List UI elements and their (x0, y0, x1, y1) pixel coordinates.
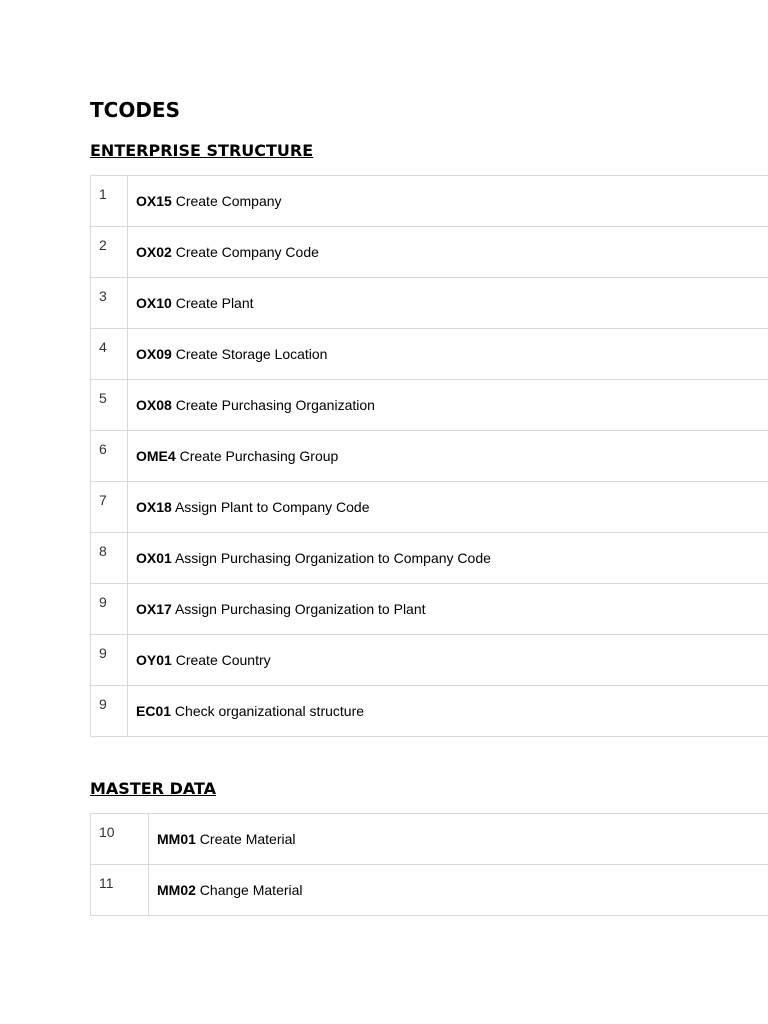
tcode: OX10 (136, 295, 172, 311)
row-number: 8 (91, 533, 128, 584)
table-row (91, 814, 768, 865)
tcode-description: Create Purchasing Group (179, 448, 339, 464)
tcode-description: Create Storage Location (175, 346, 328, 362)
table-row (91, 635, 768, 686)
row-number: 2 (91, 227, 128, 278)
row-number: 4 (91, 329, 128, 380)
tcode: OX01 (136, 550, 172, 566)
tcode-description: Check organizational structure (174, 703, 365, 719)
tcode: OY01 (136, 652, 172, 668)
table-row (91, 380, 768, 431)
row-description (128, 431, 768, 482)
row-description (128, 635, 768, 686)
tcode: MM02 (157, 882, 196, 898)
tcode: OX08 (136, 397, 172, 413)
tcode: OX15 (136, 193, 172, 209)
section-heading-enterprise-structure: ENTERPRISE STRUCTURE (90, 141, 314, 160)
row-number: 1 (91, 176, 128, 227)
tcode: OX02 (136, 244, 172, 260)
row-description (128, 329, 768, 380)
row-number: 6 (91, 431, 128, 482)
table-row (91, 533, 768, 584)
section-heading-master-data: MASTER DATA (90, 779, 217, 798)
tcode-description: Assign Purchasing Organization to Plant (174, 601, 426, 617)
row-description (128, 686, 768, 737)
row-description (128, 176, 768, 227)
tcode: EC01 (136, 703, 172, 719)
tcode-description: Create Company (175, 193, 282, 209)
table-row (91, 686, 768, 737)
tcode: OX17 (136, 601, 172, 617)
tcode: MM01 (157, 831, 196, 847)
row-description (128, 278, 768, 329)
row-description (128, 227, 768, 278)
tcode: OX18 (136, 499, 172, 515)
tcode-description: Create Company Code (175, 244, 319, 260)
table-row (91, 482, 768, 533)
table-row (91, 431, 768, 482)
tcode-description: Assign Plant to Company Code (174, 499, 370, 515)
tcode-description: Create Country (175, 652, 271, 668)
row-description (128, 533, 768, 584)
table-row (91, 584, 768, 635)
tcode-description: Create Purchasing Organization (175, 397, 375, 413)
row-number: 7 (91, 482, 128, 533)
row-number: 9 (91, 584, 128, 635)
table-row (91, 329, 768, 380)
tcode: OME4 (136, 448, 176, 464)
tcode-description: Change Material (199, 882, 303, 898)
tcode: OX09 (136, 346, 172, 362)
row-description (149, 865, 768, 916)
row-number: 3 (91, 278, 128, 329)
row-number: 10 (91, 814, 149, 865)
tcode-description: Create Material (199, 831, 296, 847)
row-description (128, 380, 768, 431)
table-row (91, 176, 768, 227)
tcode-description: Create Plant (175, 295, 254, 311)
row-description (128, 584, 768, 635)
table-row (91, 227, 768, 278)
document-title: TCODES (90, 98, 180, 122)
row-number: 9 (91, 686, 128, 737)
row-description (149, 814, 768, 865)
row-number: 9 (91, 635, 128, 686)
tcode-table-master-data (90, 813, 768, 916)
row-description (128, 482, 768, 533)
tcode-description: Assign Purchasing Organization to Company Code (174, 550, 491, 566)
row-number: 5 (91, 380, 128, 431)
table-row (91, 278, 768, 329)
tcode-table-enterprise-structure (90, 175, 768, 737)
row-number: 11 (91, 865, 149, 916)
table-row (91, 865, 768, 916)
